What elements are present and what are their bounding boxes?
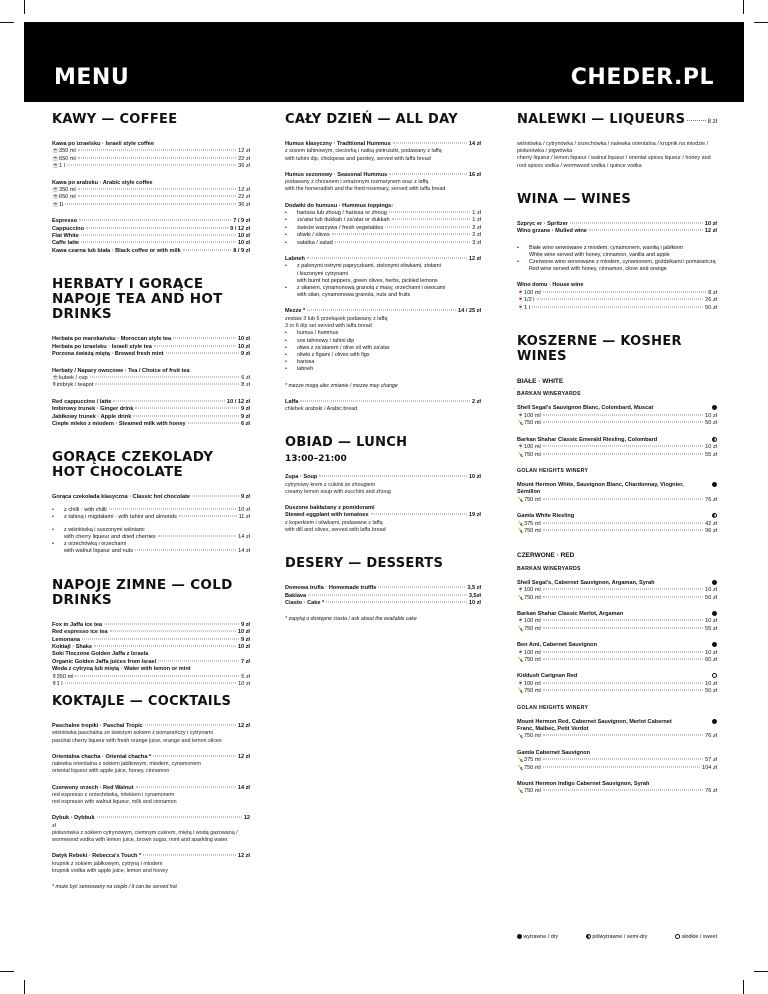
winery-label: GOLAN HEIGHTS WINERY xyxy=(517,467,589,474)
crop-mark xyxy=(743,0,744,14)
size-row: ☕350 ml 12 zł xyxy=(52,187,250,194)
column-left xyxy=(52,112,250,688)
size-row: ☕350 ml 12 zł xyxy=(52,148,250,155)
crop-mark xyxy=(0,22,14,23)
item-description: podawany z chrzanem i smażonym rozmarynem oraz z laffą xyxy=(285,179,429,186)
item-description: red espresso z orzechówką, mlekiem i cynamonem xyxy=(52,792,175,799)
menu-item: Porzona świeżą miętą · Brewed fresh mint 9 zł xyxy=(52,351,250,358)
menu-item: Stewed eggplant with tomatoes 19 zł xyxy=(285,512,481,519)
size-row: 🍾375 ml 57 zł xyxy=(517,757,717,764)
menu-item: Ciasto · Cake * 10 zł xyxy=(285,599,481,606)
size-row: ⚱imbryk / teapot 8 zł xyxy=(52,382,250,389)
wine-item xyxy=(517,750,717,772)
mulled-wine-options: • Białe wino serwowane z miodem, cynamonem, wanilią i jabłkiem White wine served with honey, cinnamon, vanilla and apple • Czerwone wino serwowane z miodem, cynamonem, goździkami i pomarańczą Red wine served with honey, cinnamon, clove and orange xyxy=(517,245,717,274)
menu-item: Jabłkowy trunek · Apple drink 9 zł xyxy=(52,413,250,420)
size-row: 🍷100 ml 10 zł xyxy=(517,412,717,419)
toppings-list: • harissa lub zhoug / harissa or zhoug 1 zł • za'atar lub dukkah / za'atar or dukkah 1 zł • świeże warzywa / fresh vegetables 2 zł • oliwki / olives 2 zł • sałatka / salad 3 zł xyxy=(285,210,481,247)
chocolate-addons: • z chilli · with chilli 10 zł • z tahiną i migdałami · with tahini and almonds 11 zł • z wiśniówką i suszonymi wiśniami with cherry liqueur and dried cherries 14 zł • z orzechówką i orzechami with walnut liqueur and nuts 14 zł xyxy=(52,507,250,556)
column-right xyxy=(517,112,717,805)
item-description: z koperkiem i oliwkami, podawane z laffą xyxy=(285,519,383,526)
footnote: * może być serwowany na ciepło / it can be served hot xyxy=(52,884,177,891)
menu-item: Fox in Jaffa ice tea 9 zł xyxy=(52,621,250,628)
footnote: * zapytaj o dostępne ciasta / ask about the available cake xyxy=(285,616,417,623)
size-row: ☕1l 36 zł xyxy=(52,201,250,208)
item-description: with dill and olives, served with laffa bread xyxy=(285,526,386,533)
white-wine-heading: BIAŁE · WHITE xyxy=(517,378,564,386)
item-description: piołunówka z sokiem cytrynowym, ciemnym cukrem, miętą i wodą gazowaną / wormwood vodka with lemon juice, brown sugar, mint and sparkling water xyxy=(52,830,238,844)
menu-item: Lemonana 9 zł xyxy=(52,636,250,643)
size-row: 🍷100 ml 10 zł xyxy=(517,649,717,656)
dry-dot-icon xyxy=(712,482,717,487)
menu-item: Dybuk · Dybbuk 12 xyxy=(52,815,250,822)
item-description: paschal cherry liqueur with fresh orange juice, orange and lemon slices xyxy=(52,737,222,744)
labneh-options: • z palonymi ostrymi papryczkami, zielonymi oliwkami, ziołami i kiszonymi cytrynami with burnt hot peppers, green olives, herbs, pickled lemons • z siłanem, cynamonową granolą z masy, orzechami i owocami with silan, cynamonowa granola, nuts and fruits xyxy=(285,263,481,299)
wine-name: Barkan Shahar Classic Emerald Riesling, Colombard xyxy=(517,436,658,443)
winery-label: BARKAN WINERYARDS xyxy=(517,391,581,398)
item-description: chlebek arabski / Arabic bread xyxy=(285,405,358,412)
size-row: 🍾750 ml 104 zł xyxy=(517,764,717,771)
liqueurs-heading: NALEWKI — LIQUEURS xyxy=(517,112,686,127)
wine-name: Shell Segal's, Cabernet Sauvignon, Argaman, Syrah xyxy=(517,579,655,586)
desserts-heading: DESERY — DESSERTS xyxy=(285,556,444,572)
wine-name: Gamla Cabernet Sauvignon xyxy=(517,749,591,756)
legend-sweet: słodkie / sweet xyxy=(675,934,717,940)
menu-item: Czerwony orzech · Red Walnut 14 zł xyxy=(52,784,250,791)
size-row: 🍾750 ml 50 zł xyxy=(517,420,717,427)
size-row: 🍷100 ml 10 zł xyxy=(517,680,717,687)
allday-heading: CAŁY DZIEŃ — ALL DAY xyxy=(285,112,458,127)
menu-item: Kawa czarna lub biała · Black coffee or with milk 8 / 9 zł xyxy=(52,247,250,254)
menu-item: Datyk Rebeki · Rebecca's Touch * 12 zł xyxy=(52,853,250,860)
menu-item: Domowa trufla · Homemade truffle 3,5 zł xyxy=(285,585,481,592)
wine-name: Shell Segal's Sauvignon Blanc, Colombard, Muscat xyxy=(517,405,654,412)
red-wine-list xyxy=(517,580,717,696)
menu-item: Labneh 12 zł xyxy=(285,256,481,263)
menu-item: Wino domu · House wine xyxy=(517,282,584,289)
legend-semi-dry: półwytrawne / semi-dry xyxy=(586,934,648,940)
size-row: 🍾750 ml 50 zł xyxy=(517,594,717,601)
white-wine-list xyxy=(517,482,717,535)
menu-item: Szpryc er · Spritzer 10 zł xyxy=(517,220,717,227)
coffee-heading: KAWY — COFFEE xyxy=(52,112,178,127)
menu-item: Woda z cytryną lub miętą · Water with lemon or mint xyxy=(52,666,191,673)
item-description: cytrynowy krem z cukinii ze zhougiem xyxy=(285,481,376,488)
size-row: ⚱350 ml 5 zł xyxy=(52,673,250,680)
menu-item: Humus klasyczny · Traditional Hummus 14 zł xyxy=(285,141,481,147)
wine-name: Kiddush Carignan Red xyxy=(517,673,578,680)
size-row: 🍷1/2 l 26 zł xyxy=(517,297,717,304)
size-row: 🍾750 ml 76 zł xyxy=(517,733,717,740)
wine-item xyxy=(517,781,717,796)
item-description: creamy lemon soup with zucchini and zhoug xyxy=(285,488,391,495)
menu-item: Ciepłe mleko z miodem · Steamed milk with honey 6 zł xyxy=(52,420,250,427)
cocktails-section xyxy=(52,694,250,891)
menu-item: Kawa po izraelsku · Israeli style coffee xyxy=(52,141,154,147)
item-description: krupnik vodka with apple juice, lemon and honey xyxy=(52,868,168,875)
lunch-heading: OBIAD — LUNCH xyxy=(285,435,408,451)
item-description: zł xyxy=(52,822,56,829)
crop-mark xyxy=(754,971,768,972)
menu-item: Wino grzane · Mulled wine 12 zł xyxy=(517,228,717,235)
wine-item xyxy=(517,513,717,535)
crop-mark xyxy=(0,971,14,972)
dry-dot-icon xyxy=(712,405,717,410)
size-row: 🍷1 l 50 zł xyxy=(517,304,717,311)
menu-item: Mezze * 14 / 25 zł xyxy=(285,308,481,315)
size-row: 🍷100 ml 10 zł xyxy=(517,587,717,594)
column-middle xyxy=(285,112,481,623)
cold-drinks-heading: NAPOJE ZIMNE — COLD DRINKS xyxy=(52,576,233,608)
item-description: wiśniówka paschalna ze świeżym sokiem z pomarańczy i cytrynami xyxy=(52,730,213,737)
sweet-dot-icon xyxy=(675,934,680,939)
size-row: 🍾750 ml 76 zł xyxy=(517,788,717,795)
semi-dry-dot-icon xyxy=(712,513,717,518)
crop-mark xyxy=(24,0,25,14)
wines-heading: WINA — WINES xyxy=(517,191,632,207)
menu-item: Caffe latte 10 zł xyxy=(52,240,250,247)
wine-name: Barkan Shahar Classic Merlot, Argaman xyxy=(517,610,624,617)
wine-name: Mount Hermon White, Sauvignon Blanc, Chardonnay, Viognier, Sémillon xyxy=(517,481,684,496)
menu-item: Baklava 3,5zł xyxy=(285,592,481,599)
menu-header xyxy=(24,22,744,102)
size-row: ☕kubek / cup 6 zł xyxy=(52,374,250,381)
wine-item xyxy=(517,642,717,664)
menu-item: Imbirowy trunek · Ginger drink 9 zł xyxy=(52,406,250,413)
dry-dot-icon xyxy=(517,934,522,939)
item-description: oriental liqueur with apple juice, honey, cinnamon xyxy=(52,768,170,775)
chocolate-heading: GORĄCE CZEKOLADY HOT CHOCOLATE xyxy=(52,449,214,481)
size-row: 🍾750 ml 60 zł xyxy=(517,657,717,663)
winery-label: GOLAN HEIGHTS WINERY xyxy=(517,704,589,711)
crop-mark xyxy=(743,980,744,994)
size-row: 🍷100 ml 10 zł xyxy=(517,618,717,625)
menu-item: Espresso 7 / 9 zł xyxy=(52,218,250,225)
menu-item: Soki Tłoczone Golden Jaffa z Izraela xyxy=(52,651,149,658)
red-wine-heading: CZERWONE · RED xyxy=(517,552,575,560)
size-row: ☕650 ml 22 zł xyxy=(52,155,250,162)
crop-mark xyxy=(754,22,768,23)
wine-item xyxy=(517,405,717,427)
item-description: nalewka orientalna z sokiem jabłkowym, miodem, cynamonem xyxy=(52,761,201,768)
menu-item: Red cappuccino / latte 10 / 12 zł xyxy=(52,398,250,405)
sweet-dot-icon xyxy=(712,673,717,678)
menu-title: MENU xyxy=(54,65,130,90)
item-description: zestaw 3 lub 6 przekąsek podawany z laffą xyxy=(285,315,388,322)
legend-dry: wytrawne / dry xyxy=(517,934,558,940)
red-wine-list xyxy=(517,719,717,796)
size-row: ☕650 ml 22 zł xyxy=(52,194,250,201)
size-row: 🍾750 ml 55 zł xyxy=(517,625,717,632)
size-row: 🍾375 ml 42 zł xyxy=(517,520,717,527)
dry-dot-icon xyxy=(712,719,717,724)
size-row: 🍷100 ml 10 zł xyxy=(517,444,717,451)
wine-name: Mount Hermon Indigo Cabernet Sauvignon, Syrah xyxy=(517,781,650,788)
menu-item: Herbata po izraelsku · Israeli style tea 10 zł xyxy=(52,343,250,350)
size-row: ☕1 l 36 zł xyxy=(52,163,250,170)
toppings-title: Dodatki do humusu · Hummus toppings: xyxy=(285,202,394,209)
item-description: krupnik z sokiem jabłkowym, cytryną i miodem xyxy=(52,860,163,867)
menu-item: Flat White 10 zł xyxy=(52,233,250,240)
menu-item: Paschalne tropiki · Paschal Tropic 12 zł xyxy=(52,723,250,729)
menu-item: Orientalna chacha · Oriental chacha * 12 zł xyxy=(52,753,250,760)
item-description: z sosem tahinowym, cieciorką i natką pietruszki, podawany z laffą xyxy=(285,148,442,155)
item-description: with the horseradish and the fried rosemary, served with laffa bread xyxy=(285,186,446,193)
wine-item xyxy=(517,580,717,602)
site-name: CHEDER.PL xyxy=(570,65,714,90)
semi-dry-dot-icon xyxy=(712,437,717,442)
menu-item: Humus sezonowy · Seasonal Hummus 16 zł xyxy=(285,171,481,178)
liqueurs-price: 8 zł xyxy=(707,119,717,125)
wine-type-legend xyxy=(517,934,717,940)
item-description: with tahini dip, chickpeas and parsley, served with laffa bread xyxy=(285,155,431,162)
size-row: 🍾750 ml 50 zł xyxy=(517,688,717,695)
cocktails-heading: KOKTAJLE — COCKTAILS xyxy=(52,694,232,709)
item-description: cherry liqueur / lemon liqueur / walnut liqueur / oriental spices liqueur / honey and root spices vodka / wormwood vodka / quince vodka xyxy=(517,155,711,169)
menu-item: Laffa 2 zł xyxy=(285,398,481,405)
item-description: red espresso with walnut liqueur, milk and cinnamon xyxy=(52,799,177,806)
menu-item: Herbaty / Napary owocowe · Tea / Choice of fruit tea xyxy=(52,367,190,374)
size-row: ⚱1 l 10 zł xyxy=(52,681,250,688)
footnote: * mezze mogą ulec zmianie / mezze may change xyxy=(285,382,398,389)
mezze-list: • humus / hummus • sos tahinowy / tahini dip • oliwa z za'atarem / olive oil with za'atar • oliwki z figami / olives with figs • harissa • labneh xyxy=(285,330,481,373)
crop-mark xyxy=(24,980,25,994)
menu-item: Zupa · Soup 10 zł xyxy=(285,474,481,481)
size-row: 🍾750 ml 55 zł xyxy=(517,451,717,458)
wine-name: Gamla White Riesling xyxy=(517,513,575,520)
dry-dot-icon xyxy=(712,611,717,616)
white-wine-list xyxy=(517,405,717,458)
wine-item xyxy=(517,611,717,633)
wine-item xyxy=(517,437,717,459)
menu-item: Kawa po arabsku · Arabic style coffee xyxy=(52,179,153,186)
winery-label: BARKAN WINERYARDS xyxy=(517,565,581,572)
kosher-heading: KOSZERNE — KOSHER WINES xyxy=(517,334,682,365)
menu-item: Koktajl · Shake 10 zł xyxy=(52,644,250,650)
wine-item xyxy=(517,673,717,695)
menu-item: Duszone bakłażany z pomidorami xyxy=(285,504,375,511)
wine-item xyxy=(517,719,717,741)
liqueurs-heading-row xyxy=(517,112,717,127)
lunch-hours: 13:00–21:00 xyxy=(285,454,347,465)
menu-item: Red espresso ice tea 10 zł xyxy=(52,629,250,636)
wine-name: Mount Hermon Red, Cabernet Sauvignon, Merlot Cabernet Franc, Malbec, Petit Verdot xyxy=(517,718,672,733)
wine-item xyxy=(517,482,717,504)
dry-dot-icon xyxy=(712,580,717,585)
size-row: 🍾750 ml 76 zł xyxy=(517,496,717,503)
menu-item: Cappuccino 9 / 12 zł xyxy=(52,225,250,232)
hot-drinks-heading: HERBATY I GORĄCE NAPOJE TEA AND HOT DRINKS xyxy=(52,276,223,323)
menu-item: Gorąca czekolada klasyczna · Classic hot chocolate 9 zł xyxy=(52,494,250,501)
dry-dot-icon xyxy=(712,642,717,647)
menu-item: Organic Golden Jaffa juices from Israel 7 zł xyxy=(52,658,250,665)
size-row: 🍷100 ml 8 zł xyxy=(517,289,717,296)
menu-item: Herbata po marokańsku · Moroccan style tea 10 zł xyxy=(52,336,250,343)
wine-name: Ben Ami, Cabernet Sauvignon xyxy=(517,642,597,649)
item-description: wiśniówka / cytrynówka / orzechówka / nalewka orientalna / krupnik na miodzie / piołunówka / pigwówka xyxy=(517,141,709,155)
semi-dry-dot-icon xyxy=(586,934,591,939)
item-description: 3 or 6 dip set served with laffa bread xyxy=(285,323,372,330)
size-row: 🍾750 ml 96 zł xyxy=(517,527,717,534)
